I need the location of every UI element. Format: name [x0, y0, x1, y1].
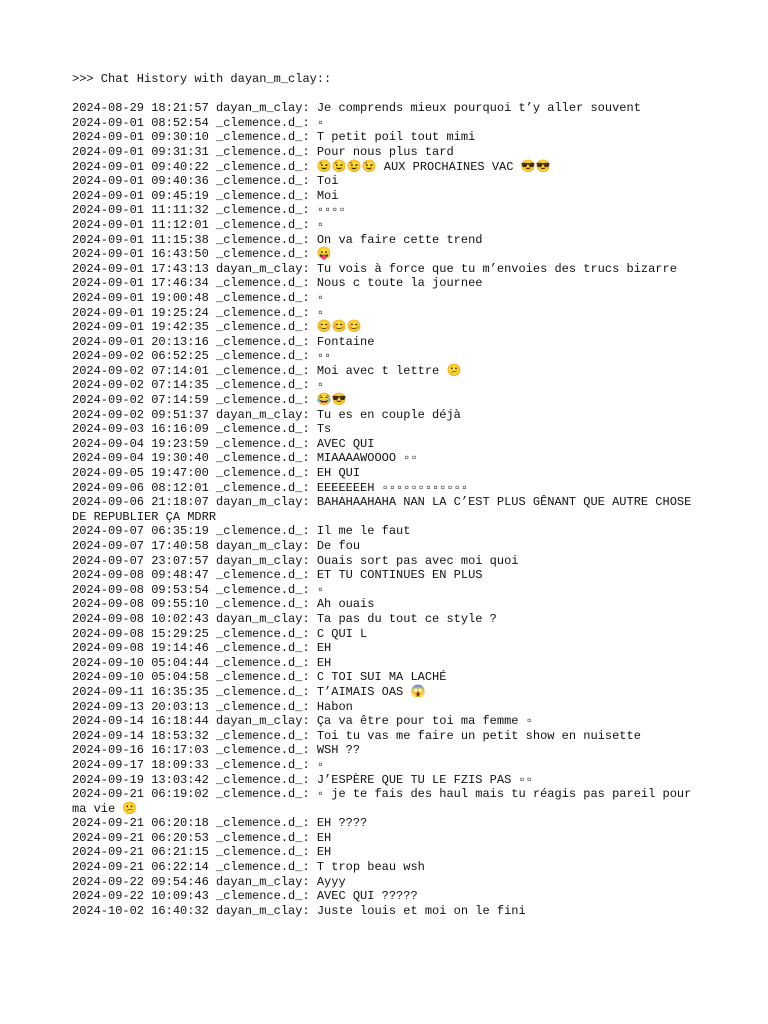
chat-message-line: 2024-09-07 23:07:57 dayan_m_clay: Ouais sort pas avec moi quoi [72, 553, 519, 568]
chat-message-line: 2024-09-01 08:52:54 _clemence.d_: ▫ [72, 115, 325, 130]
chat-message-line: 2024-09-10 05:04:44 _clemence.d_: EH [72, 655, 332, 670]
chat-message-line: 2024-09-21 06:22:14 _clemence.d_: T trop beau wsh [72, 860, 425, 875]
chat-message-line: 2024-09-13 20:03:13 _clemence.d_: Habon [72, 699, 353, 714]
chat-message-line: 2024-09-01 09:30:10 _clemence.d_: T petit poil tout mimi [72, 130, 476, 145]
chat-message-line: 2024-09-04 19:30:40 _clemence.d_: MIAAAAWOOOO ▫▫ [72, 451, 418, 466]
chat-message-line: 2024-09-10 05:04:58 _clemence.d_: C TOI SUI MA LACHÉ [72, 670, 447, 685]
chat-message-line: 2024-09-08 15:29:25 _clemence.d_: C QUI L [72, 626, 368, 641]
chat-message-line: 2024-09-03 16:16:09 _clemence.d_: Ts [72, 422, 332, 437]
chat-message-line: 2024-09-01 09:31:31 _clemence.d_: Pour nous plus tard [72, 144, 454, 159]
chat-message-line: 2024-09-17 18:09:33 _clemence.d_: ▫ [72, 757, 325, 772]
chat-message-line: 2024-09-08 09:53:54 _clemence.d_: ▫ [72, 582, 325, 597]
chat-message-line: 2024-09-11 16:35:35 _clemence.d_: T’AIMAIS OAS 😱 [72, 684, 426, 699]
chat-message-line: 2024-09-21 06:19:02 _clemence.d_: ▫ je te fais des haul mais tu réagis pas pareil pour ma vie 😕 [72, 787, 699, 816]
chat-message-line: 2024-09-21 06:20:53 _clemence.d_: EH [72, 830, 332, 845]
blank-line [72, 87, 692, 102]
chat-message-line: 2024-08-29 18:21:57 dayan_m_clay: Je comprends mieux pourquoi t’y aller souvent [72, 101, 641, 116]
chat-message-line: 2024-09-01 17:43:13 dayan_m_clay: Tu vois à force que tu m’envoies des trucs bizarre [72, 261, 677, 276]
chat-message-line: 2024-09-01 20:13:16 _clemence.d_: Fontaine [72, 334, 375, 349]
chat-message-line: 2024-09-04 19:23:59 _clemence.d_: AVEC QUI [72, 436, 375, 451]
chat-message-line: 2024-09-08 19:14:46 _clemence.d_: EH [72, 641, 332, 656]
chat-message-line: 2024-09-07 17:40:58 dayan_m_clay: De fou [72, 539, 361, 553]
chat-message-line: 2024-09-16 16:17:03 _clemence.d_: WSH ?? [72, 743, 361, 758]
chat-message-line: 2024-09-01 09:45:19 _clemence.d_: Moi [72, 188, 339, 203]
chat-message-line: 2024-09-05 19:47:00 _clemence.d_: EH QUI [72, 466, 361, 481]
chat-message-line: 2024-09-08 09:48:47 _clemence.d_: ET TU CONTINUES EN PLUS [72, 568, 483, 583]
chat-message-line: 2024-09-01 19:25:24 _clemence.d_: ▫ [72, 305, 325, 320]
document-title: >>> Chat History with dayan_m_clay:: [72, 72, 332, 86]
chat-message-line: 2024-09-19 13:03:42 _clemence.d_: J’ESPÈRE QUE TU LE FZIS PAS ▫▫ [72, 772, 533, 787]
chat-message-line: 2024-09-01 16:43:50 _clemence.d_: 😛 [72, 247, 332, 262]
chat-message-line: 2024-09-02 07:14:35 _clemence.d_: ▫ [72, 378, 325, 393]
chat-message-line: 2024-09-21 06:20:18 _clemence.d_: EH ???? [72, 816, 368, 831]
chat-message-line: 2024-10-02 16:40:32 dayan_m_clay: Juste louis et moi on le fini [72, 903, 526, 918]
chat-log [72, 101, 699, 918]
chat-message-line: 2024-09-01 11:11:32 _clemence.d_: ▫▫▫▫ [72, 203, 346, 218]
chat-message-line: 2024-09-01 19:42:35 _clemence.d_: 😊😊😊 [72, 320, 362, 335]
chat-message-line: 2024-09-02 06:52:25 _clemence.d_: ▫▫ [72, 349, 332, 364]
chat-message-line: 2024-09-22 09:54:46 dayan_m_clay: Ayyy [72, 874, 346, 889]
chat-message-line: 2024-09-21 06:21:15 _clemence.d_: EH [72, 845, 332, 860]
chat-message-line: 2024-09-14 18:53:32 _clemence.d_: Toi tu vas me faire un petit show en nuisette [72, 728, 641, 743]
chat-history-document [72, 72, 699, 918]
chat-message-line: 2024-09-01 09:40:36 _clemence.d_: Toi [72, 174, 339, 189]
chat-message-line: 2024-09-02 09:51:37 dayan_m_clay: Tu es en couple déjà [72, 407, 461, 422]
chat-message-line: 2024-09-06 21:18:07 dayan_m_clay: BAHAHAAHAHA NAN LA C’EST PLUS GÊNANT QUE AUTRE CHOSE DE REPUBLIER ÇA MDRR [72, 495, 699, 524]
chat-message-line: 2024-09-02 07:14:01 _clemence.d_: Moi avec t lettre 😕 [72, 363, 462, 378]
chat-message-line: 2024-09-06 08:12:01 _clemence.d_: EEEEEEEH ▫▫▫▫▫▫▫▫▫▫▫▫ [72, 480, 469, 495]
chat-message-line: 2024-09-01 11:12:01 _clemence.d_: ▫ [72, 217, 325, 232]
chat-message-line: 2024-09-02 07:14:59 _clemence.d_: 😂😎 [72, 393, 347, 408]
chat-message-line: 2024-09-08 09:55:10 _clemence.d_: Ah ouais [72, 597, 375, 612]
chat-message-line: 2024-09-01 11:15:38 _clemence.d_: On va faire cette trend [72, 232, 483, 247]
chat-message-line: 2024-09-01 09:40:22 _clemence.d_: 😉😉😉😉 AUX PROCHAINES VAC 😎😎 [72, 159, 551, 174]
chat-message-line: 2024-09-22 10:09:43 _clemence.d_: AVEC QUI ????? [72, 889, 418, 904]
chat-message-line: 2024-09-01 17:46:34 _clemence.d_: Nous c toute la journee [72, 276, 483, 291]
chat-message-line: 2024-09-14 16:18:44 dayan_m_clay: Ça va être pour toi ma femme ▫ [72, 714, 533, 729]
chat-message-line: 2024-09-01 19:00:48 _clemence.d_: ▫ [72, 290, 325, 305]
chat-message-line: 2024-09-07 06:35:19 _clemence.d_: Il me le faut [72, 524, 411, 539]
chat-message-line: 2024-09-08 10:02:43 dayan_m_clay: Ta pas du tout ce style ? [72, 611, 497, 626]
